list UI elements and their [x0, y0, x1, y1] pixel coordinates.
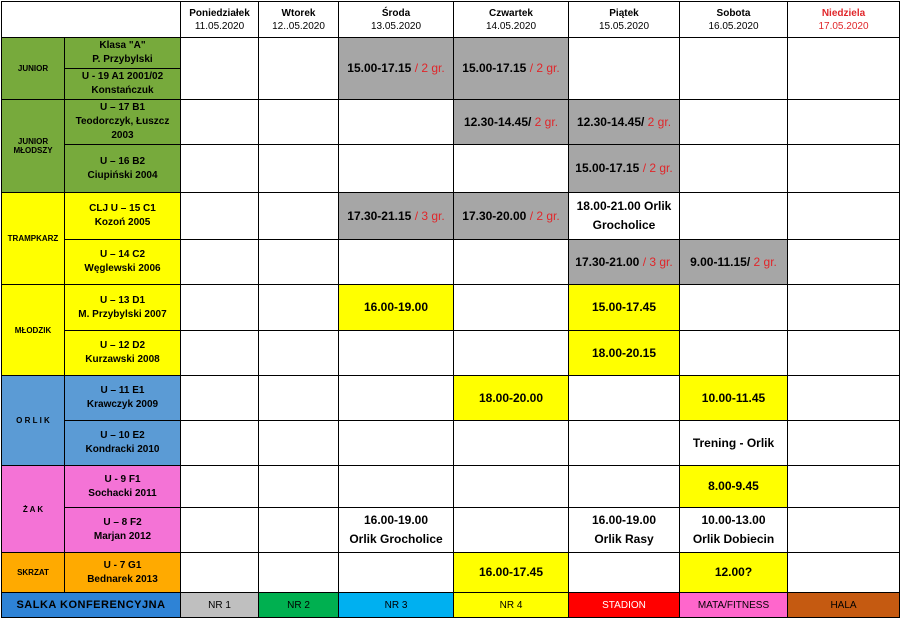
slot-empty — [259, 240, 339, 285]
legend-nr1: NR 1 — [181, 593, 259, 618]
day-header: Poniedziałek 11.05.2020 — [181, 2, 259, 38]
day-header: Sobota 16.05.2020 — [680, 2, 788, 38]
slot-empty — [788, 193, 900, 240]
slot-empty — [680, 100, 788, 145]
slot-u17-czwartek: 12.30-14.45/ 2 gr. — [454, 100, 569, 145]
slot-empty — [788, 508, 900, 553]
slot-empty — [181, 285, 259, 331]
category-trampkarz: TRAMPKARZ — [2, 193, 65, 285]
slot-empty — [680, 145, 788, 193]
slot-empty — [680, 193, 788, 240]
group-u9: U - 9 F1 Sochacki 2011 — [65, 466, 181, 508]
slot-empty — [339, 240, 454, 285]
slot-empty — [569, 38, 680, 100]
slot-empty — [259, 38, 339, 100]
group-u15: CLJ U – 15 C1 Kozoń 2005 — [65, 193, 181, 240]
group-u13: U – 13 D1 M. Przybylski 2007 — [65, 285, 181, 331]
group-u11: U – 11 E1 Krawczyk 2009 — [65, 376, 181, 421]
slot-u7-sobota: 12.00? — [680, 553, 788, 593]
slot-empty — [569, 466, 680, 508]
slot-empty — [259, 285, 339, 331]
slot-u17-piatek: 12.30-14.45/ 2 gr. — [569, 100, 680, 145]
slot-empty — [181, 38, 259, 100]
group-u10: U – 10 E2 Kondracki 2010 — [65, 421, 181, 466]
group-u7: U - 7 G1 Bednarek 2013 — [65, 553, 181, 593]
slot-u11-czwartek: 18.00-20.00 — [454, 376, 569, 421]
corner-cell — [2, 2, 181, 38]
slot-empty — [454, 240, 569, 285]
slot-u12-piatek: 18.00-20.15 — [569, 331, 680, 376]
slot-u10-sobota: Trening - Orlik — [680, 421, 788, 466]
group-u17: U – 17 B1 Teodorczyk, Łuszcz 2003 — [65, 100, 181, 145]
slot-u8-sobota: 10.00-13.00 Orlik Dobiecin — [680, 508, 788, 553]
legend-salka-konferencyjna: SALKA KONFERENCYJNA — [2, 593, 181, 618]
slot-empty — [339, 100, 454, 145]
category-skrzat: SKRZAT — [2, 553, 65, 593]
slot-empty — [788, 285, 900, 331]
slot-empty — [181, 145, 259, 193]
slot-empty — [569, 421, 680, 466]
legend-nr3: NR 3 — [339, 593, 454, 618]
slot-empty — [454, 466, 569, 508]
slot-empty — [680, 38, 788, 100]
slot-empty — [680, 285, 788, 331]
category-mlodzik: MŁODZIK — [2, 285, 65, 376]
slot-empty — [181, 508, 259, 553]
slot-u14-sobota: 9.00-11.15/ 2 gr. — [680, 240, 788, 285]
slot-u16-piatek: 15.00-17.15 / 2 gr. — [569, 145, 680, 193]
slot-empty — [259, 553, 339, 593]
slot-empty — [569, 553, 680, 593]
slot-u15-czwartek: 17.30-20.00 / 2 gr. — [454, 193, 569, 240]
slot-empty — [181, 376, 259, 421]
slot-empty — [339, 553, 454, 593]
slot-u8-sroda: 16.00-19.00 Orlik Grocholice — [339, 508, 454, 553]
slot-empty — [454, 421, 569, 466]
category-junior: JUNIOR — [2, 38, 65, 100]
slot-empty — [259, 193, 339, 240]
slot-empty — [339, 331, 454, 376]
slot-u15-piatek: 18.00-21.00 Orlik Grocholice — [569, 193, 680, 240]
slot-empty — [788, 145, 900, 193]
slot-empty — [259, 145, 339, 193]
slot-empty — [339, 421, 454, 466]
slot-empty — [454, 145, 569, 193]
slot-u15-sroda: 17.30-21.15 / 3 gr. — [339, 193, 454, 240]
slot-empty — [680, 331, 788, 376]
legend-nr2: NR 2 — [259, 593, 339, 618]
slot-empty — [788, 376, 900, 421]
slot-empty — [259, 421, 339, 466]
category-orlik: O R L I K — [2, 376, 65, 466]
group-klasa-a: Klasa "A" P. Przybylski — [65, 38, 181, 69]
category-zak: Ż A K — [2, 466, 65, 553]
group-u16: U – 16 B2 Ciupiński 2004 — [65, 145, 181, 193]
legend-hala: HALA — [788, 593, 900, 618]
slot-empty — [181, 466, 259, 508]
slot-empty — [181, 331, 259, 376]
slot-empty — [454, 285, 569, 331]
slot-empty — [339, 466, 454, 508]
group-u19: U - 19 A1 2001/02 Konstańczuk — [65, 69, 181, 100]
slot-junior-czwartek: 15.00-17.15 / 2 gr. — [454, 38, 569, 100]
slot-u13-sroda: 16.00-19.00 — [339, 285, 454, 331]
slot-u9-sobota: 8.00-9.45 — [680, 466, 788, 508]
legend-mata-fitness: MATA/FITNESS — [680, 593, 788, 618]
day-header: Czwartek 14.05.2020 — [454, 2, 569, 38]
slot-empty — [181, 100, 259, 145]
slot-u7-czwartek: 16.00-17.45 — [454, 553, 569, 593]
slot-empty — [181, 553, 259, 593]
slot-empty — [788, 331, 900, 376]
group-u14: U – 14 C2 Węglewski 2006 — [65, 240, 181, 285]
slot-u13-piatek: 15.00-17.45 — [569, 285, 680, 331]
slot-u11-sobota: 10.00-11.45 — [680, 376, 788, 421]
slot-u8-piatek: 16.00-19.00 Orlik Rasy — [569, 508, 680, 553]
group-u12: U – 12 D2 Kurzawski 2008 — [65, 331, 181, 376]
slot-empty — [454, 508, 569, 553]
slot-u14-piatek: 17.30-21.00 / 3 gr. — [569, 240, 680, 285]
day-header: Wtorek 12..05.2020 — [259, 2, 339, 38]
slot-empty — [181, 240, 259, 285]
day-header: Piątek 15.05.2020 — [569, 2, 680, 38]
slot-empty — [339, 145, 454, 193]
slot-empty — [259, 331, 339, 376]
category-junior-mlodszy: JUNIOR MŁODSZY — [2, 100, 65, 193]
slot-empty — [339, 376, 454, 421]
group-u8: U – 8 F2 Marjan 2012 — [65, 508, 181, 553]
slot-empty — [788, 38, 900, 100]
slot-empty — [569, 376, 680, 421]
slot-empty — [181, 421, 259, 466]
slot-empty — [454, 331, 569, 376]
slot-empty — [788, 466, 900, 508]
slot-empty — [259, 376, 339, 421]
slot-empty — [259, 100, 339, 145]
slot-empty — [788, 100, 900, 145]
day-header: Środa 13.05.2020 — [339, 2, 454, 38]
slot-empty — [788, 240, 900, 285]
slot-empty — [181, 193, 259, 240]
legend-stadion: STADION — [569, 593, 680, 618]
slot-junior-sroda: 15.00-17.15 / 2 gr. — [339, 38, 454, 100]
slot-empty — [259, 466, 339, 508]
schedule-table — [1, 1, 900, 618]
legend-nr4: NR 4 — [454, 593, 569, 618]
slot-empty — [788, 421, 900, 466]
day-header: Niedziela 17.05.2020 — [788, 2, 900, 38]
slot-empty — [259, 508, 339, 553]
slot-empty — [788, 553, 900, 593]
